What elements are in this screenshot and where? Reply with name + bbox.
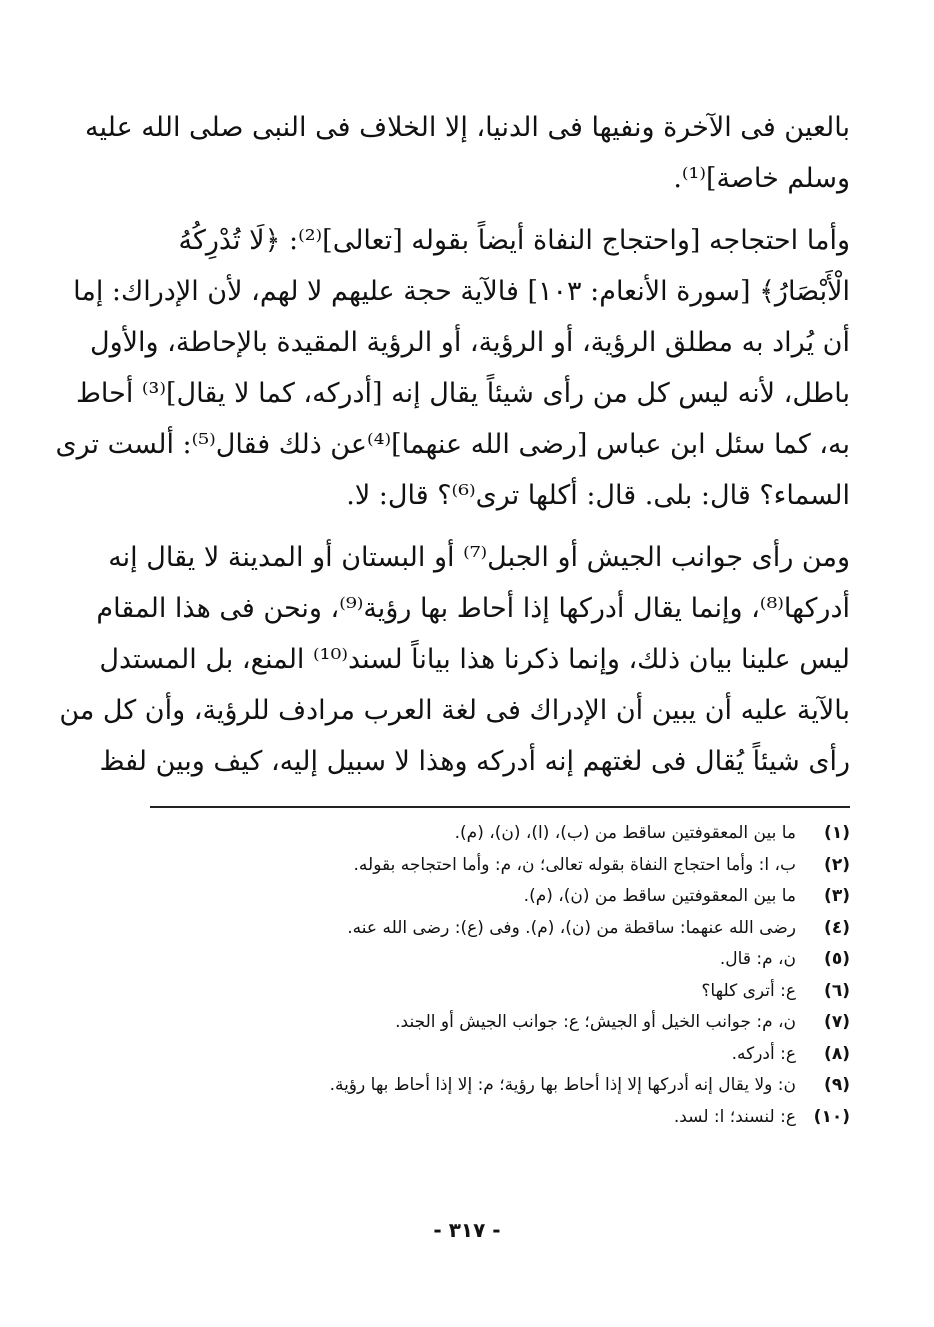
footnote-separator: [150, 806, 850, 808]
footnote-number: (١): [824, 823, 850, 843]
footnote-text: ن: ولا يقال إنه أدركها إلا إذا أحاط بها رؤية؛ م: إلا إذا أحاط بها رؤية.: [329, 1075, 796, 1095]
text-line: بالآية عليه أن يبين أن الإدراك فى لغة العرب مرادف للرؤية، وأن كل من: [59, 695, 850, 726]
footnote-text: ما بين المعقوفتين ساقط من (ن)، (م).: [523, 886, 796, 906]
footnote-item: [150, 881, 850, 913]
footnote-number: (١٠): [813, 1106, 850, 1127]
footnote-item: [150, 1039, 850, 1071]
text-line: ليس علينا بيان ذلك، وإنما ذكرنا هذا بياناً لسند⁽¹⁰⁾ المنع، بل المستدل: [99, 644, 850, 675]
text-line: أن يُراد به مطلق الرؤية، أو الرؤية، أو الرؤية المقيدة بالإحاطة، والأول: [90, 327, 850, 358]
text-line: الْأَبْصَارُ﴾ [سورة الأنعام: ١٠٣] فالآية حجة عليهم لا لهم، لأن الإدراك: إما: [73, 276, 850, 307]
footnote-text: ب، ا: وأما احتجاج النفاة بقوله تعالى؛ ن، م: وأما احتجاجه بقوله.: [353, 854, 796, 875]
text-line: ومن رأى جوانب الجيش أو الجبل⁽⁷⁾ أو البستان أو المدينة لا يقال إنه: [108, 542, 850, 573]
footnote-number: (٣): [824, 886, 850, 906]
text-line: أدركها⁽⁸⁾، وإنما يقال أدركها إذا أحاط بها رؤية⁽⁹⁾، ونحن فى هذا المقام: [96, 593, 850, 624]
footnote-item: [150, 1007, 850, 1039]
paragraph-3: [59, 532, 850, 787]
footnotes: [150, 818, 850, 1133]
footnote-text: ع: لنسند؛ ا: لسد.: [673, 1106, 796, 1127]
footnote-number: (٢): [824, 854, 850, 875]
text-line: به، كما سئل ابن عباس [رضى الله عنهما]⁽⁴⁾عن ذلك فقال⁽⁵⁾: ألست ترى: [55, 429, 850, 460]
footnote-number: (٩): [824, 1075, 850, 1095]
text-line: وسلم خاصة]⁽¹⁾.: [673, 163, 850, 194]
footnote-item: [150, 1102, 850, 1134]
footnote-item: [150, 850, 850, 882]
footnote-item: [150, 944, 850, 976]
footnote-number: (٦): [824, 980, 850, 1001]
paragraph-1: [85, 102, 850, 204]
footnote-text: ما بين المعقوفتين ساقط من (ب)، (ا)، (ن)، (م).: [454, 823, 796, 843]
footnote-item: [150, 1070, 850, 1102]
paragraph-2: [55, 215, 850, 521]
text-line: السماء؟ قال: بلى. قال: أكلها ترى⁽⁶⁾؟ قال: لا.: [346, 480, 850, 511]
text-line: بالعين فى الآخرة ونفيها فى الدنيا، إلا الخلاف فى النبى صلى الله عليه: [85, 112, 850, 143]
footnote-number: (٥): [824, 949, 850, 969]
footnote-item: [150, 913, 850, 945]
footnote-text: ن، م: جوانب الخيل أو الجيش؛ ع: جوانب الجيش أو الجند.: [395, 1012, 796, 1032]
footnote-item: [150, 818, 850, 850]
page-number: - ٣١٧ -: [433, 1218, 501, 1242]
footnote-text: رضى الله عنهما: ساقطة من (ن)، (م). وفى (ع): رضى الله عنه.: [347, 917, 796, 938]
footnote-number: (٧): [824, 1012, 850, 1032]
footnote-text: ن، م: قال.: [719, 949, 796, 969]
footnote-text: ع: أدركه.: [731, 1043, 796, 1064]
text-line: باطل، لأنه ليس كل من رأى شيئاً يقال إنه [أدركه، كما لا يقال]⁽³⁾ أحاط: [75, 378, 850, 409]
text-line: رأى شيئاً يُقال فى لغتهم إنه أدركه وهذا لا سبيل إليه، كيف وبين لفظ: [99, 746, 850, 777]
footnote-number: (٤): [824, 917, 850, 938]
footnote-item: [150, 976, 850, 1008]
page-body: [55, 102, 850, 798]
footnote-text: ع: أترى كلها؟: [701, 980, 796, 1001]
text-line: وأما احتجاجه [واحتجاج النفاة أيضاً بقوله [تعالى]⁽²⁾: ﴿لَا تُدْرِكُهُ: [178, 225, 850, 256]
footnote-number: (٨): [824, 1043, 850, 1064]
